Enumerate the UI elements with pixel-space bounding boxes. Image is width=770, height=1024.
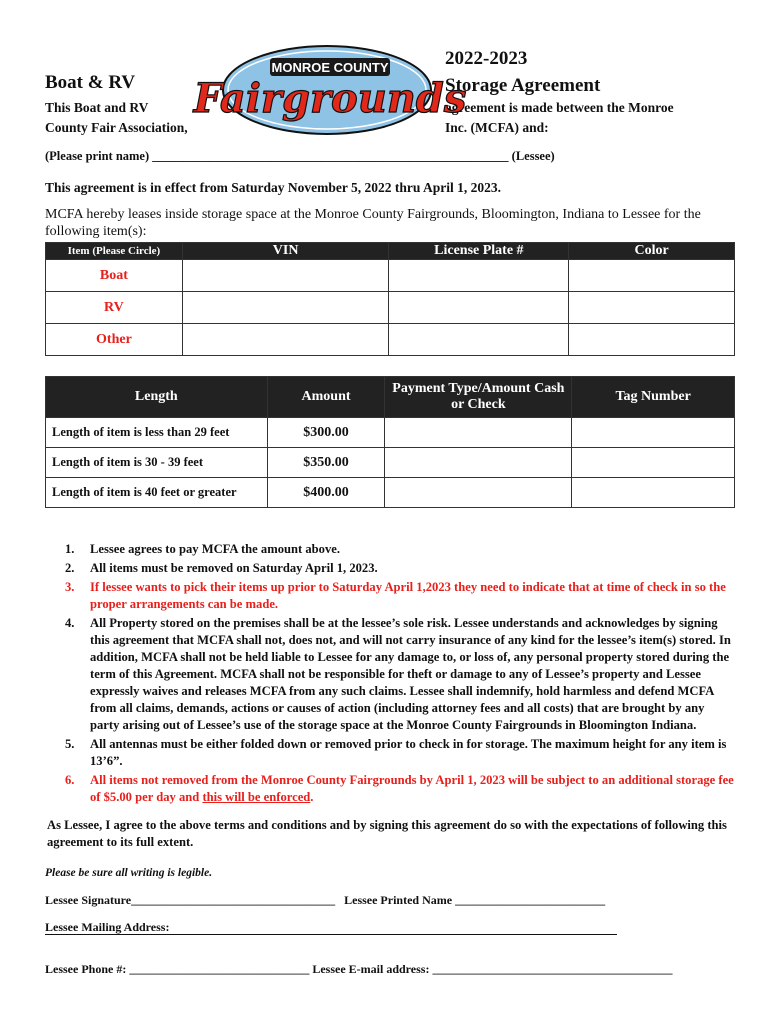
term-item: 3. If lessee wants to pick their items up prior to Saturday April 1,2023 they need to indicate that at time of check in so the proper arrangements can be made. <box>65 580 726 611</box>
table-row <box>46 260 735 292</box>
length-cell: Length of item is less than 29 feet <box>46 418 268 448</box>
plate-cell[interactable] <box>389 260 569 292</box>
signature-label: Lessee Signature <box>45 893 132 907</box>
printed-name-label: Lessee Printed Name <box>344 893 453 907</box>
print-name-label: (Please print name) <box>45 149 150 163</box>
plate-cell[interactable] <box>389 324 569 356</box>
email-label: Lessee E-mail address: <box>312 962 430 976</box>
tag-cell[interactable] <box>572 478 735 508</box>
payment-cell[interactable] <box>385 448 572 478</box>
intro-right-line-1: agreement is made between the Monroe <box>445 100 674 115</box>
color-cell[interactable] <box>569 324 735 356</box>
term-item: 2. All items must be removed on Saturday April 1, 2023. <box>65 561 378 575</box>
agreement-year: 2022-2023 <box>445 48 528 69</box>
terms-list <box>45 541 735 808</box>
email-field[interactable]: ________________________________________ <box>432 962 673 976</box>
effective-dates: This agreement is in effect from Saturday November 5, 2022 thru April 1, 2023. <box>45 180 501 195</box>
color-cell[interactable] <box>569 292 735 324</box>
term-item: 5. All antennas must be either folded down or removed prior to check in for storage. The maximum height for any item is 13’6”. <box>65 737 727 768</box>
tag-header: Tag Number <box>572 377 735 418</box>
item-header: Item (Please Circle) <box>46 243 183 260</box>
length-cell: Length of item is 30 - 39 feet <box>46 448 268 478</box>
signature-field[interactable]: __________________________________ <box>131 893 336 907</box>
logo-top-text: MONROE COUNTY <box>271 60 389 75</box>
signature-row <box>45 893 605 908</box>
fairgrounds-logo <box>193 40 467 136</box>
color-cell[interactable] <box>569 260 735 292</box>
fees-header-row <box>46 377 735 418</box>
logo-script-text: Fairgrounds <box>193 75 467 122</box>
amount-cell: $350.00 <box>267 448 385 478</box>
fees-table <box>45 376 735 508</box>
table-row <box>46 448 735 478</box>
lessee-name-row <box>45 149 555 164</box>
table-row <box>46 292 735 324</box>
table-row <box>46 324 735 356</box>
payment-header: Payment Type/Amount Cash or Check <box>385 377 572 418</box>
color-header: Color <box>569 243 735 260</box>
tag-cell[interactable] <box>572 418 735 448</box>
printed-name-field[interactable]: _________________________ <box>455 893 606 907</box>
mailing-address-field[interactable] <box>45 934 617 935</box>
intro-left-line-2: County Fair Association, <box>45 120 188 135</box>
phone-label: Lessee Phone #: <box>45 962 127 976</box>
amount-header: Amount <box>267 377 385 418</box>
legible-note: Please be sure all writing is legible. <box>45 867 213 879</box>
agreement-title: Storage Agreement <box>445 75 601 96</box>
lessee-suffix: (Lessee) <box>511 149 555 163</box>
items-table <box>45 242 735 356</box>
length-cell: Length of item is 40 feet or greater <box>46 478 268 508</box>
term-item: 1. Lessee agrees to pay MCFA the amount above. <box>65 542 340 556</box>
item-rv[interactable]: RV <box>46 292 183 324</box>
vin-cell[interactable] <box>182 324 389 356</box>
lessee-name-field[interactable]: _________________________________________________________ <box>152 149 509 163</box>
plate-cell[interactable] <box>389 292 569 324</box>
contact-row <box>45 962 672 977</box>
tag-cell[interactable] <box>572 448 735 478</box>
amount-cell: $300.00 <box>267 418 385 448</box>
payment-cell[interactable] <box>385 418 572 448</box>
lease-statement: MCFA hereby leases inside storage space at the Monroe County Fairgrounds, Bloomington, Indiana to Lessee for the following item(s): <box>45 207 701 239</box>
vin-cell[interactable] <box>182 292 389 324</box>
table-row <box>46 418 735 448</box>
vin-cell[interactable] <box>182 260 389 292</box>
license-plate-header: License Plate # <box>389 243 569 260</box>
table-row <box>46 478 735 508</box>
length-header: Length <box>46 377 268 418</box>
intro-right-line-2: Inc. (MCFA) and: <box>445 120 549 135</box>
intro-left-line-1: This Boat and RV <box>45 100 149 115</box>
closing-statement: As Lessee, I agree to the above terms and conditions and by signing this agreement do so with the expectations of following this agreement to its full extent. <box>47 818 727 849</box>
term-item: 4. All Property stored on the premises shall be at the lessee’s sole risk. Lessee understands and acknowledges by signing this agreement that MCFA shall not, does not, and will not carry insurance of any kind for the lessee’s item(s) stored. In addition, MCFA shall not be held liable to Lessee for any damage to, or loss of, any personal property stored during the term of this Agreement. MCFA shall not be responsible for theft or damage to any of Lessee’s property and Lessee expressly waives and releases MCFA from any such claims. Lessee shall indemnify, hold harmless and defend MCFA from all claims, demands, actions or causes of action (including attorney fees and all costs) that are brought by any party arising out of Lessee’s use of the storage space at the Monroe County Fairgrounds in Bloomington Indiana. <box>65 616 731 732</box>
item-boat[interactable]: Boat <box>46 260 183 292</box>
item-other[interactable]: Other <box>46 324 183 356</box>
payment-cell[interactable] <box>385 478 572 508</box>
title-left: Boat & RV <box>45 72 136 93</box>
vin-header: VIN <box>182 243 389 260</box>
items-header-row <box>46 243 735 260</box>
term-item: 6. All items not removed from the Monroe County Fairgrounds by April 1, 2023 will be subject to an additional storage fee of $5.00 per day and this will be enforced. <box>65 773 734 804</box>
amount-cell: $400.00 <box>267 478 385 508</box>
phone-field[interactable]: ______________________________ <box>129 962 310 976</box>
mailing-address-label: Lessee Mailing Address: <box>45 920 170 934</box>
